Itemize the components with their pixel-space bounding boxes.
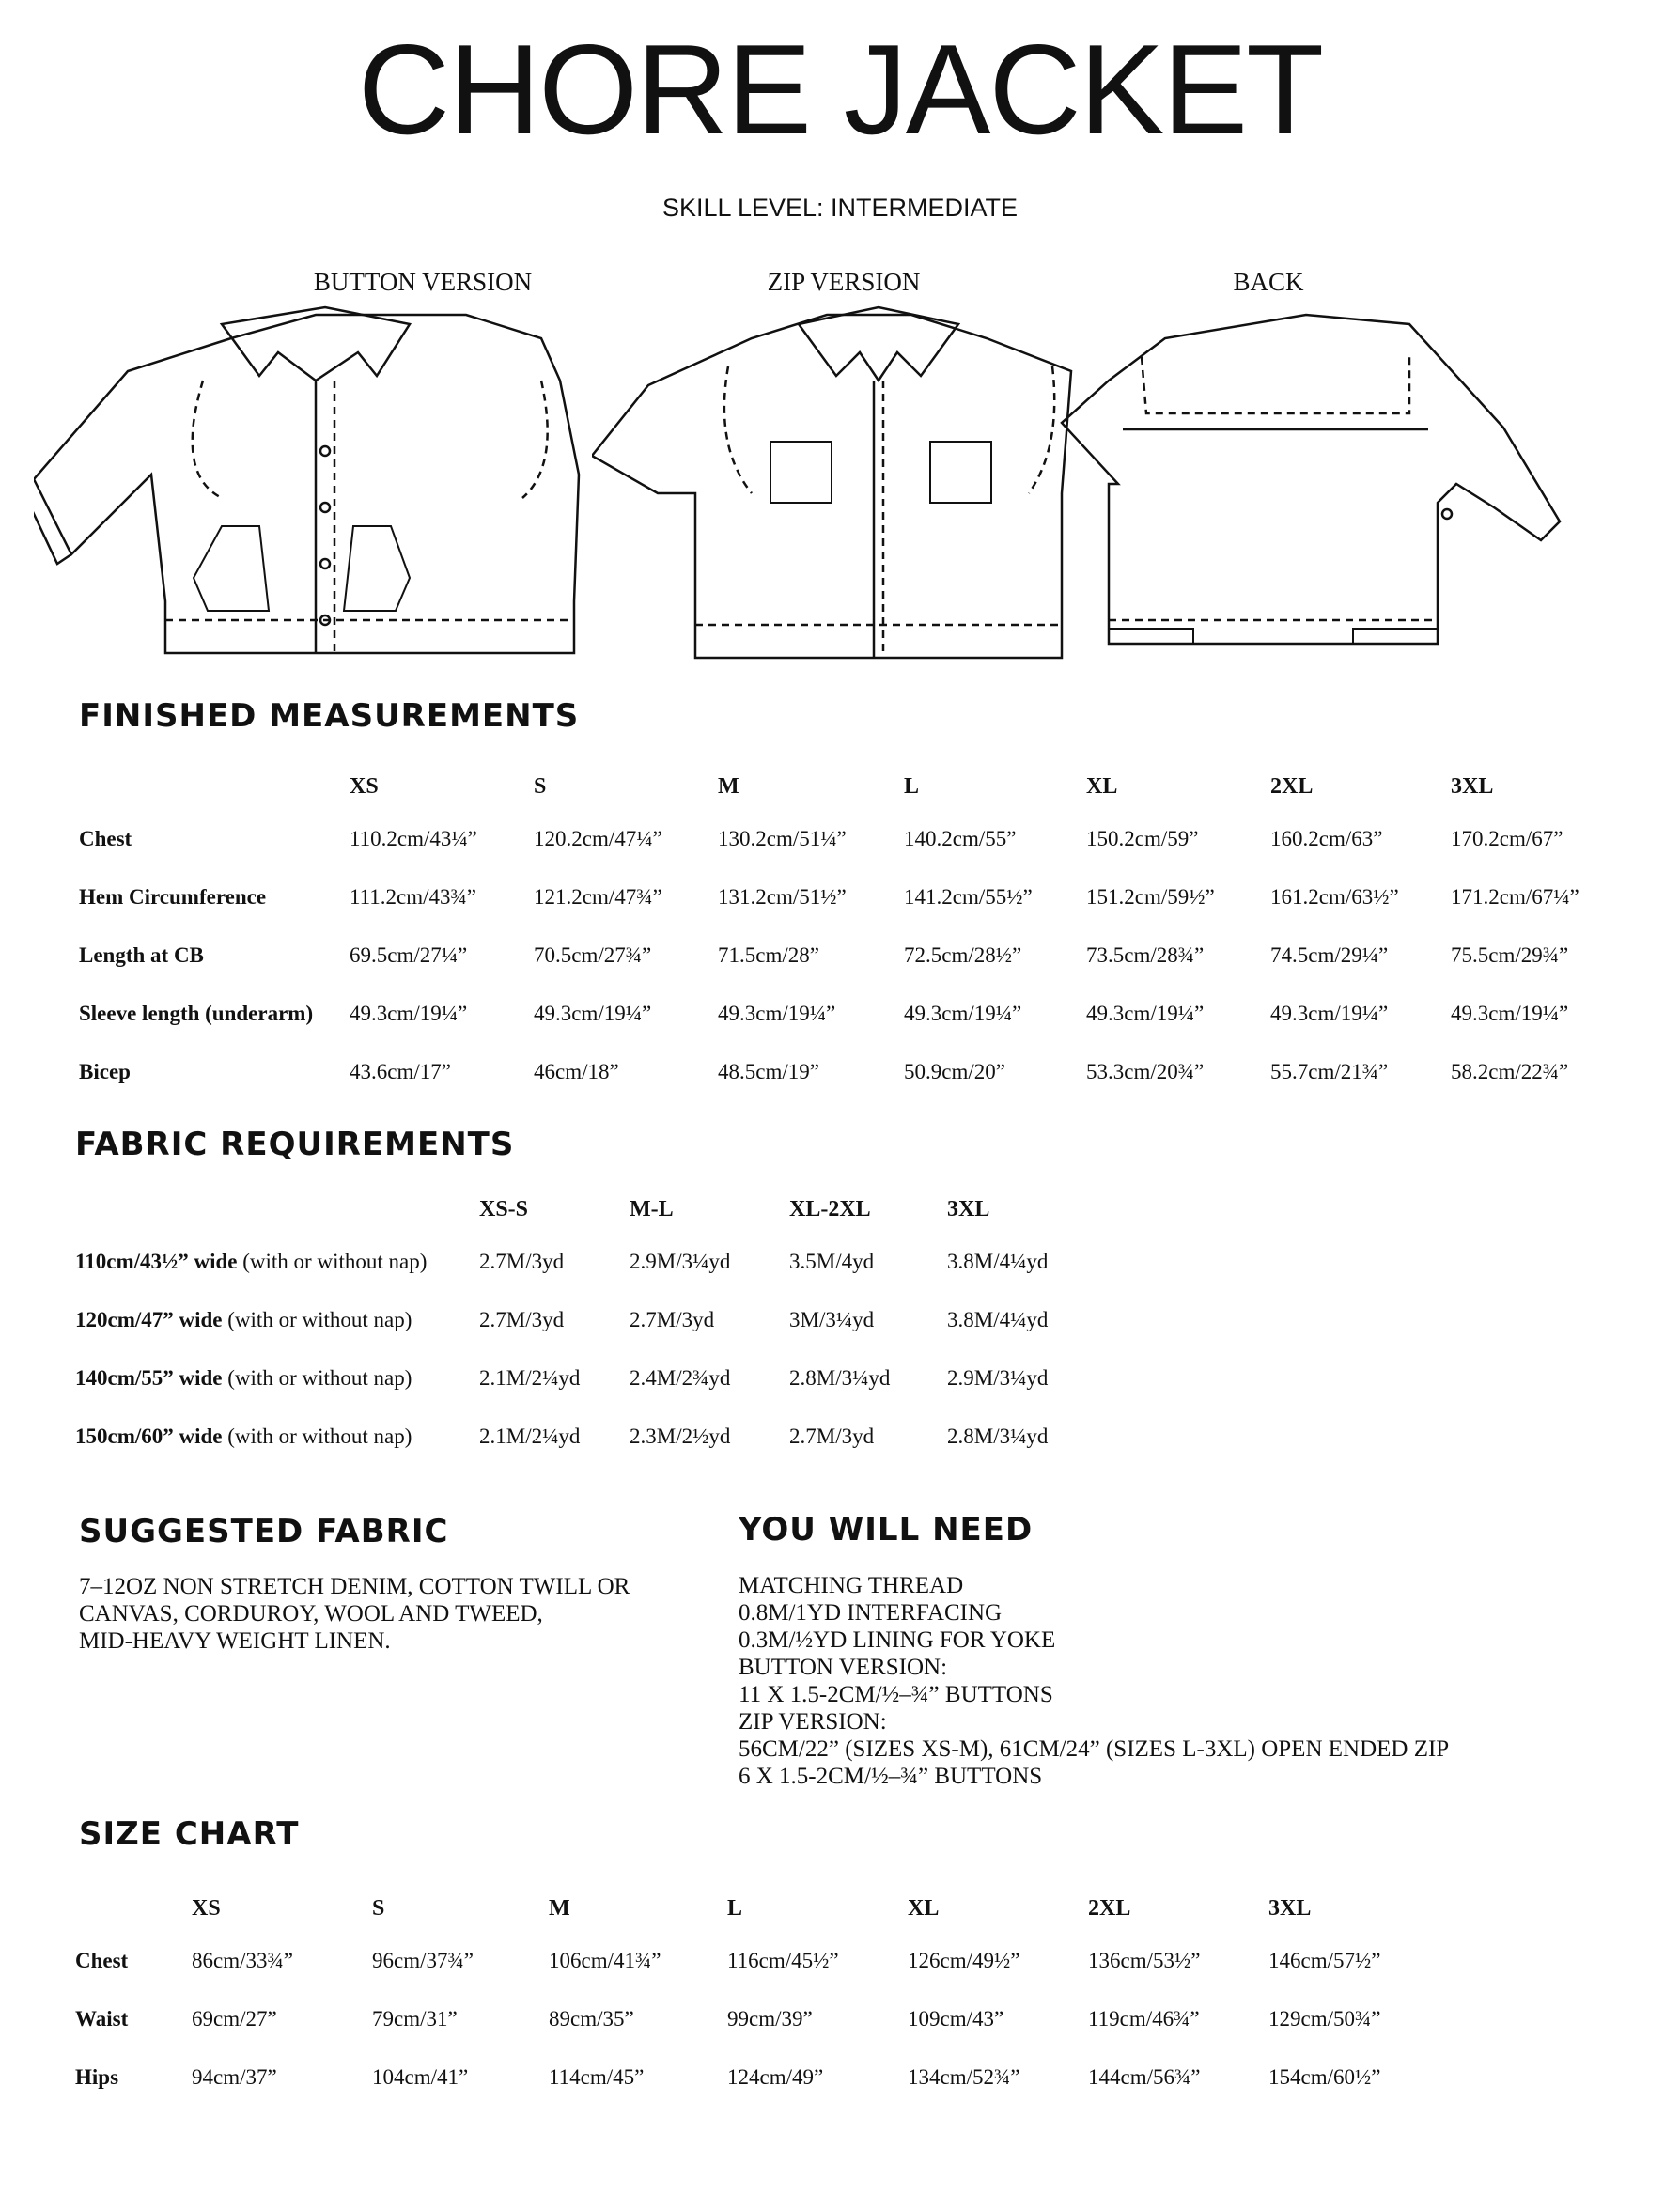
yoke-line [1142,357,1409,413]
table-cell: 2.3M/2½yd [630,1424,731,1448]
page-title: CHORE JACKET [357,18,1323,161]
table-cell: 50.9cm/20” [904,1060,1005,1083]
table-cell: 96cm/37¾” [372,1949,474,1972]
table-cell: 2.9M/3¼yd [630,1250,731,1273]
suggested-fabric-text: 7–12OZ NON STRETCH DENIM, COTTON TWILL OR CANVAS, CORDUROY, WOOL AND TWEED, MID-HEAVY WEIGHT LINEN. [79,1574,630,1654]
size-header: S [534,773,547,799]
table-cell: 3M/3¼yd [789,1308,875,1331]
list-item: 0.3M/½YD LINING FOR YOKE [739,1627,1056,1653]
table-cell: 53.3cm/20¾” [1086,1060,1205,1083]
table-cell: 49.3cm/19¼” [904,1002,1022,1025]
list-item: 6 X 1.5-2CM/½–¾” BUTTONS [739,1764,1043,1789]
fabric-requirements-heading: FABRIC REQUIREMENTS [75,1126,515,1163]
chest-pocket-left [770,442,832,503]
table-cell: 146cm/57½” [1268,1949,1381,1972]
table-cell: 46cm/18” [534,1060,619,1083]
table-cell: 71.5cm/28” [718,943,819,967]
skill-level: SKILL LEVEL: INTERMEDIATE [661,194,1019,222]
table-cell: 3.8M/4¼yd [947,1308,1049,1331]
table-cell: 99cm/39” [727,2007,813,2031]
table-cell: 49.3cm/19¼” [1451,1002,1569,1025]
collar [222,307,410,381]
you-will-need-list [739,1572,1641,1790]
button-version-sketch [34,296,598,662]
seam-line [724,366,752,493]
you-will-need-heading: YOU WILL NEED [739,1511,1034,1549]
table-cell: 79cm/31” [372,2007,458,2031]
table-cell: 2.8M/3¼yd [947,1424,1049,1448]
button-icon [320,559,330,568]
table-row [75,1408,1097,1466]
pocket-left [194,526,269,611]
nap-note: (with or without nap) [222,1424,412,1448]
table-cell: 124cm/49” [727,2065,824,2089]
size-header: XL-2XL [789,1196,871,1222]
label-button-version: BUTTON VERSION [313,268,533,296]
table-cell: 171.2cm/67¼” [1451,885,1579,909]
table-cell: 3.5M/4yd [789,1250,875,1273]
table-cell: 111.2cm/43¾” [350,885,476,909]
button-icon [320,446,330,456]
table-cell: 89cm/35” [549,2007,634,2031]
suggested-fabric-heading: SUGGESTED FABRIC [79,1513,449,1550]
nap-note: (with or without nap) [237,1250,428,1273]
size-header: 3XL [1451,773,1494,799]
table-cell: 120.2cm/47¼” [534,827,662,850]
table-cell: 106cm/41¾” [549,1949,661,1972]
row-label: Chest [79,827,132,850]
table-cell: 150.2cm/59” [1086,827,1199,850]
finished-measurements-heading: FINISHED MEASUREMENTS [79,697,580,735]
table-cell: 2.1M/2¼yd [479,1424,581,1448]
jacket-body-outline [34,315,579,653]
table-cell: 49.3cm/19¼” [350,1002,468,1025]
size-header: S [372,1895,385,1921]
size-header: XS [192,1895,221,1921]
size-header: M [718,773,739,799]
table-cell: 2.1M/2¼yd [479,1366,581,1390]
table-cell: 134cm/52¾” [908,2065,1020,2089]
label-zip-version: ZIP VERSION [767,268,921,296]
table-header-row [75,1885,1438,1932]
table-header-row [75,1186,1097,1233]
table-cell: 109cm/43” [908,2007,1004,2031]
table-cell: 160.2cm/63” [1270,827,1383,850]
size-header: XL [908,1895,940,1921]
table-cell: 49.3cm/19¼” [534,1002,652,1025]
list-item: 0.8M/1YD INTERFACING [739,1600,1003,1626]
size-header: 3XL [1268,1895,1312,1921]
row-label: Hem Circumference [79,885,267,909]
list-item: ZIP VERSION: [739,1709,887,1735]
table-cell: 110.2cm/43¼” [350,827,477,850]
table-row [75,1932,1438,1990]
table-cell: 126cm/49½” [908,1949,1020,1972]
table-row [75,1233,1097,1291]
size-header: M [549,1895,570,1921]
table-cell: 2.7M/3yd [479,1250,565,1273]
table-row [75,1990,1438,2048]
fabric-requirements-table [75,1186,1097,1466]
fabric-width: 110cm/43½” wide [75,1250,238,1273]
table-cell: 48.5cm/19” [718,1060,819,1083]
list-item: BUTTON VERSION: [739,1655,948,1680]
table-cell: 2.7M/3yd [479,1308,565,1331]
table-row [79,1043,1620,1101]
size-header: 2XL [1270,773,1314,799]
table-cell: 154cm/60½” [1268,2065,1381,2089]
table-cell: 2.9M/3¼yd [947,1366,1049,1390]
table-cell: 114cm/45” [549,2065,645,2089]
size-header: XS [350,773,379,799]
back-tab-right [1353,629,1438,644]
table-cell: 2.7M/3yd [789,1424,875,1448]
table-row [75,1291,1097,1349]
table-cell: 2.4M/2¾yd [630,1366,731,1390]
jacket-back-outline [1062,315,1560,644]
size-header: XS-S [479,1196,529,1222]
table-cell: 49.3cm/19¼” [1270,1002,1389,1025]
size-chart-heading: SIZE CHART [79,1815,300,1853]
table-cell: 70.5cm/27¾” [534,943,652,967]
table-cell: 2.7M/3yd [630,1308,715,1331]
table-row [79,926,1620,985]
nap-note: (with or without nap) [222,1366,412,1390]
table-cell: 58.2cm/22¾” [1451,1060,1569,1083]
table-cell: 72.5cm/28½” [904,943,1022,967]
button-icon [1442,509,1452,519]
fabric-width: 150cm/60” wide [75,1424,223,1448]
size-chart-table [75,1885,1438,2107]
row-label: Waist [75,2007,129,2031]
size-header: XL [1086,773,1118,799]
table-cell: 49.3cm/19¼” [718,1002,836,1025]
table-cell: 151.2cm/59½” [1086,885,1215,909]
table-cell: 73.5cm/28¾” [1086,943,1205,967]
size-header: 2XL [1088,1895,1131,1921]
row-label: Bicep [79,1060,131,1083]
row-label: Length at CB [79,943,204,967]
table-cell: 131.2cm/51½” [718,885,847,909]
table-header-row [79,763,1620,810]
table-cell: 130.2cm/51¼” [718,827,847,850]
table-row [79,868,1620,926]
size-header: L [904,773,920,799]
table-row [79,810,1620,868]
table-cell: 94cm/37” [192,2065,277,2089]
table-cell: 69cm/27” [192,2007,277,2031]
seam-line [1029,366,1054,493]
row-label: Sleeve length (underarm) [79,1002,314,1025]
nap-note: (with or without nap) [222,1308,412,1331]
table-cell: 3.8M/4¼yd [947,1250,1049,1273]
seam-line [522,381,548,498]
finished-measurements-table [79,763,1620,1101]
table-row [75,2048,1438,2107]
table-cell: 2.8M/3¼yd [789,1366,891,1390]
list-item: 11 X 1.5-2CM/½–¾” BUTTONS [739,1682,1053,1707]
row-label: Chest [75,1949,129,1972]
table-cell: 140.2cm/55” [904,827,1017,850]
table-cell: 49.3cm/19¼” [1086,1002,1205,1025]
table-row [79,985,1620,1043]
table-cell: 170.2cm/67” [1451,827,1563,850]
table-cell: 104cm/41” [372,2065,469,2089]
list-item: MATCHING THREAD [739,1573,964,1598]
back-sketch [1052,296,1663,662]
chest-pocket-right [930,442,991,503]
button-icon [320,503,330,512]
table-cell: 119cm/46¾” [1088,2007,1200,2031]
table-cell: 141.2cm/55½” [904,885,1033,909]
table-cell: 129cm/50¾” [1268,2007,1381,2031]
fabric-width: 120cm/47” wide [75,1308,223,1331]
table-cell: 161.2cm/63½” [1270,885,1399,909]
table-cell: 86cm/33¾” [192,1949,293,1972]
size-header: 3XL [947,1196,990,1222]
table-cell: 136cm/53½” [1088,1949,1201,1972]
back-tab-left [1109,629,1193,644]
table-cell: 43.6cm/17” [350,1060,451,1083]
table-cell: 116cm/45½” [727,1949,839,1972]
pocket-right [344,526,410,611]
fabric-width: 140cm/55” wide [75,1366,223,1390]
table-cell: 55.7cm/21¾” [1270,1060,1389,1083]
table-cell: 144cm/56¾” [1088,2065,1201,2089]
size-header: M-L [630,1196,674,1222]
row-label: Hips [75,2065,119,2089]
table-cell: 74.5cm/29¼” [1270,943,1389,967]
list-item: 56CM/22” (SIZES XS-M), 61CM/24” (SIZES L-3XL) OPEN ENDED ZIP [739,1736,1450,1762]
size-header: L [727,1895,743,1921]
seam-line [193,381,222,498]
table-cell: 69.5cm/27¼” [350,943,468,967]
collar [799,307,958,381]
label-back: BACK [1233,268,1304,296]
table-cell: 75.5cm/29¾” [1451,943,1569,967]
table-cell: 121.2cm/47¾” [534,885,662,909]
table-row [75,1349,1097,1408]
